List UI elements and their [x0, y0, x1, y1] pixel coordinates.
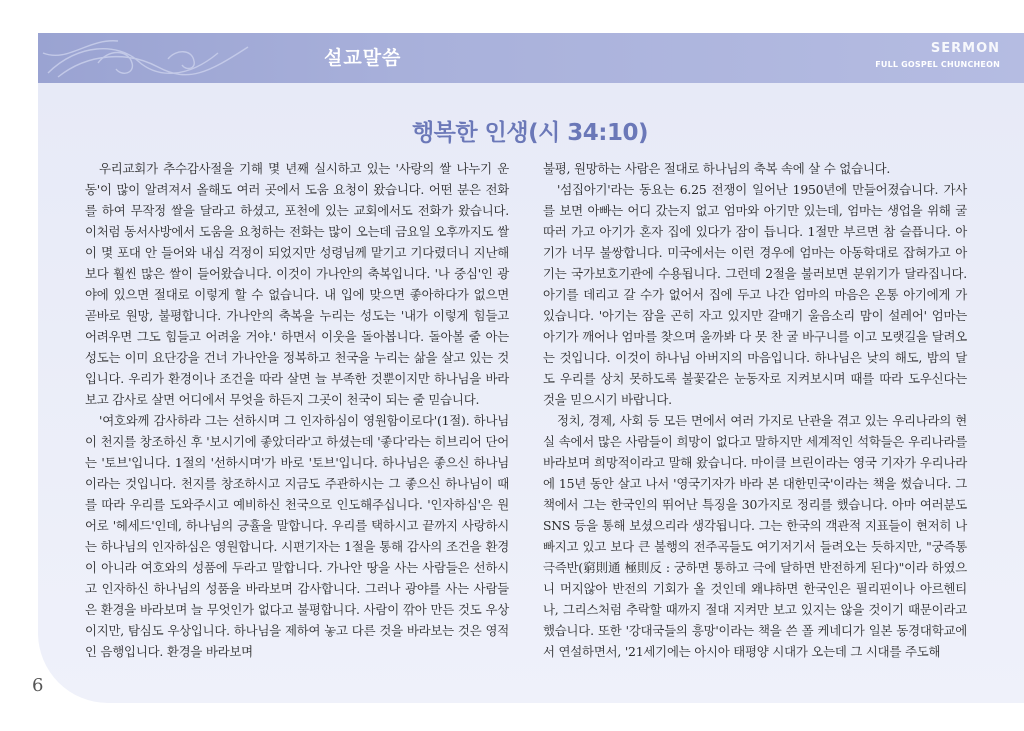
right-paragraph-3: 정치, 경제, 사회 등 모든 면에서 여러 가지로 난관을 겪고 있는 우리나라의 현실 속에서 많은 사람들이 희망이 없다고 말하지만 세계적인 석학들은 우리나라를 바라보며 희망적이라고 말해 왔습니다. 마이클 브린이라는 영국 기자가 우리나라에 15년 동안 살고 나서 '영국기자가 바라 본 대한민국'이라는 책을 썼습니다. 그 책에서 그는 한국인의 뛰어난 특징을 30가지로 정리를 했습니다. 아마 여러분도 SNS 등을 통해 보셨으리라 생각됩니다. 그는 한국의 객관적 지표들이 현저히 나빠지고 있고 보다 큰 불행의 전주곡들도 여기저기서 들려오는 듯하지만, "궁즉통 극즉반(窮則通 極則反 : 궁하면 통하고 극에 달하면 반전하게 된다)"이라 하였으니 머지않아 반전의 기회가 올 것인데 왜냐하면 한국인은 필리핀이나 아르헨티나, 그리스처럼 추락할 때까지 절대 지켜만 보고 있지는 않을 것이기 때문이라고 했습니다. 또한 '강대국들의 흥망'이라는 책을 쓴 폴 케네디가 일본 동경대학교에서 연설하면서, '21세기에는 아시아 태평양 시대가 오는데 그 시대를 주도해 [543, 413, 967, 659]
brand-main: SERMON [930, 41, 1000, 56]
category-label: 설교말씀 [324, 47, 402, 69]
header-band [38, 33, 1024, 83]
right-paragraph-1: 불평, 원망하는 사람은 절대로 하나님의 축복 속에 살 수 없습니다. [543, 161, 891, 176]
swirl-ornament-icon [38, 33, 278, 83]
left-column [85, 158, 509, 662]
page-number: 6 [32, 675, 44, 696]
brand-block [875, 41, 1000, 69]
sermon-title: 행복한 인생(시 34:10) [411, 120, 649, 146]
left-paragraph-1: 우리교회가 추수감사절을 기해 몇 년째 실시하고 있는 '사랑의 쌀 나누기 운동'이 많이 알려져서 올해도 여러 곳에서 도움 요청이 왔습니다. 어떤 분은 전화를 하여 무작정 쌀을 달라고 하셨고, 포천에 있는 교회에서도 전화가 왔습니다. 이처럼 동서사방에서 도움을 요청하는 전화는 많이 오는데 금요일 오후까지도 쌀이 몇 포대 안 들어와 내심 걱정이 되었지만 성령님께 맡기고 기다렸더니 지난해보다 훨씬 많은 쌀이 들어왔습니다. 이것이 가나안의 축복입니다. '나 중심'인 광야에 있으면 절대로 이렇게 할 수 없습니다. 내 입에 맞으면 좋아하다가 없으면 곧바로 원망, 불평합니다. 가나안의 축복을 누리는 성도는 '내가 이렇게 힘들고 어려우면 그도 힘들고 어려울 거야.' 하면서 이웃을 돌아봅니다. 돌아볼 줄 아는 성도는 이미 요단강을 건너 가나안을 정복하고 천국을 누리는 삶을 살고 있는 것입니다. 우리가 환경이나 조건을 따라 살면 늘 부족한 것뿐이지만 하나님을 바라보고 감사로 살면 어디에서 무엇을 하든지 그곳이 천국이 되는 줄 믿습니다. [85, 161, 509, 407]
right-column [543, 158, 967, 662]
brand-sub: FULL GOSPEL CHUNCHEON [875, 60, 1000, 69]
right-paragraph-2: '섬집아기'라는 동요는 6.25 전쟁이 일어난 1950년에 만들어졌습니다. 가사를 보면 아빠는 어디 갔는지 없고 엄마와 아기만 있는데, 엄마는 생업을 위해 굴 따러 가고 아기가 혼자 집에 있다가 잠이 듭니다. 1절만 부르면 참 슬픕니다. 아기가 너무 불쌍합니다. 미국에서는 이런 경우에 엄마는 아동학대로 잡혀가고 아기는 국가보호기관에 수용됩니다. 그런데 2절을 불러보면 분위기가 달라집니다. 아기를 데리고 갈 수가 없어서 집에 두고 나간 엄마의 마음은 온통 아기에게 가 있습니다. '아기는 잠을 곤히 자고 있지만 갈매기 울음소리 맘이 설레어' 엄마는 아기가 깨어나 엄마를 찾으며 울까봐 다 못 찬 굴 바구니를 이고 모랫길을 달려오는 것입니다. 이것이 하나님 아버지의 마음입니다. 하나님은 낮의 해도, 밤의 달도 우리를 상치 못하도록 불꽃같은 눈동자로 지켜보시며 때를 따라 도우신다는 것을 믿으시기 바랍니다. [543, 182, 967, 407]
left-paragraph-2: '여호와께 감사하라 그는 선하시며 그 인자하심이 영원함이로다'(1절). 하나님이 천지를 창조하신 후 '보시기에 좋았더라'고 하셨는데 '좋다'라는 히브리어 단어는 '토브'입니다. 1절의 '선하시며'가 바로 '토브'입니다. 하나님은 좋으신 하나님이라는 것입니다. 천지를 창조하시고 지금도 주관하시는 그 좋으신 하나님이 때를 따라 우리를 도와주시고 예비하신 천국으로 인도해주십니다. '인자하심'은 원어로 '헤세드'인데, 하나님의 긍휼을 말합니다. 우리를 택하시고 끝까지 사랑하시는 하나님의 인자하심은 영원합니다. 시편기자는 1절을 통해 감사의 조건을 환경이 아니라 여호와의 성품에 두라고 말합니다. 가나안 땅을 사는 사람들은 선하시고 인자하신 하나님의 성품을 바라보며 감사합니다. 그러나 광야를 사는 사람들은 환경을 바라보며 늘 무엇인가 없다고 불평합니다. 사람이 깎아 만든 것도 우상이지만, 탐심도 우상입니다. 하나님을 제하여 놓고 다른 것을 바라보는 것은 영적인 음행입니다. 환경을 바라보며 [85, 413, 509, 659]
